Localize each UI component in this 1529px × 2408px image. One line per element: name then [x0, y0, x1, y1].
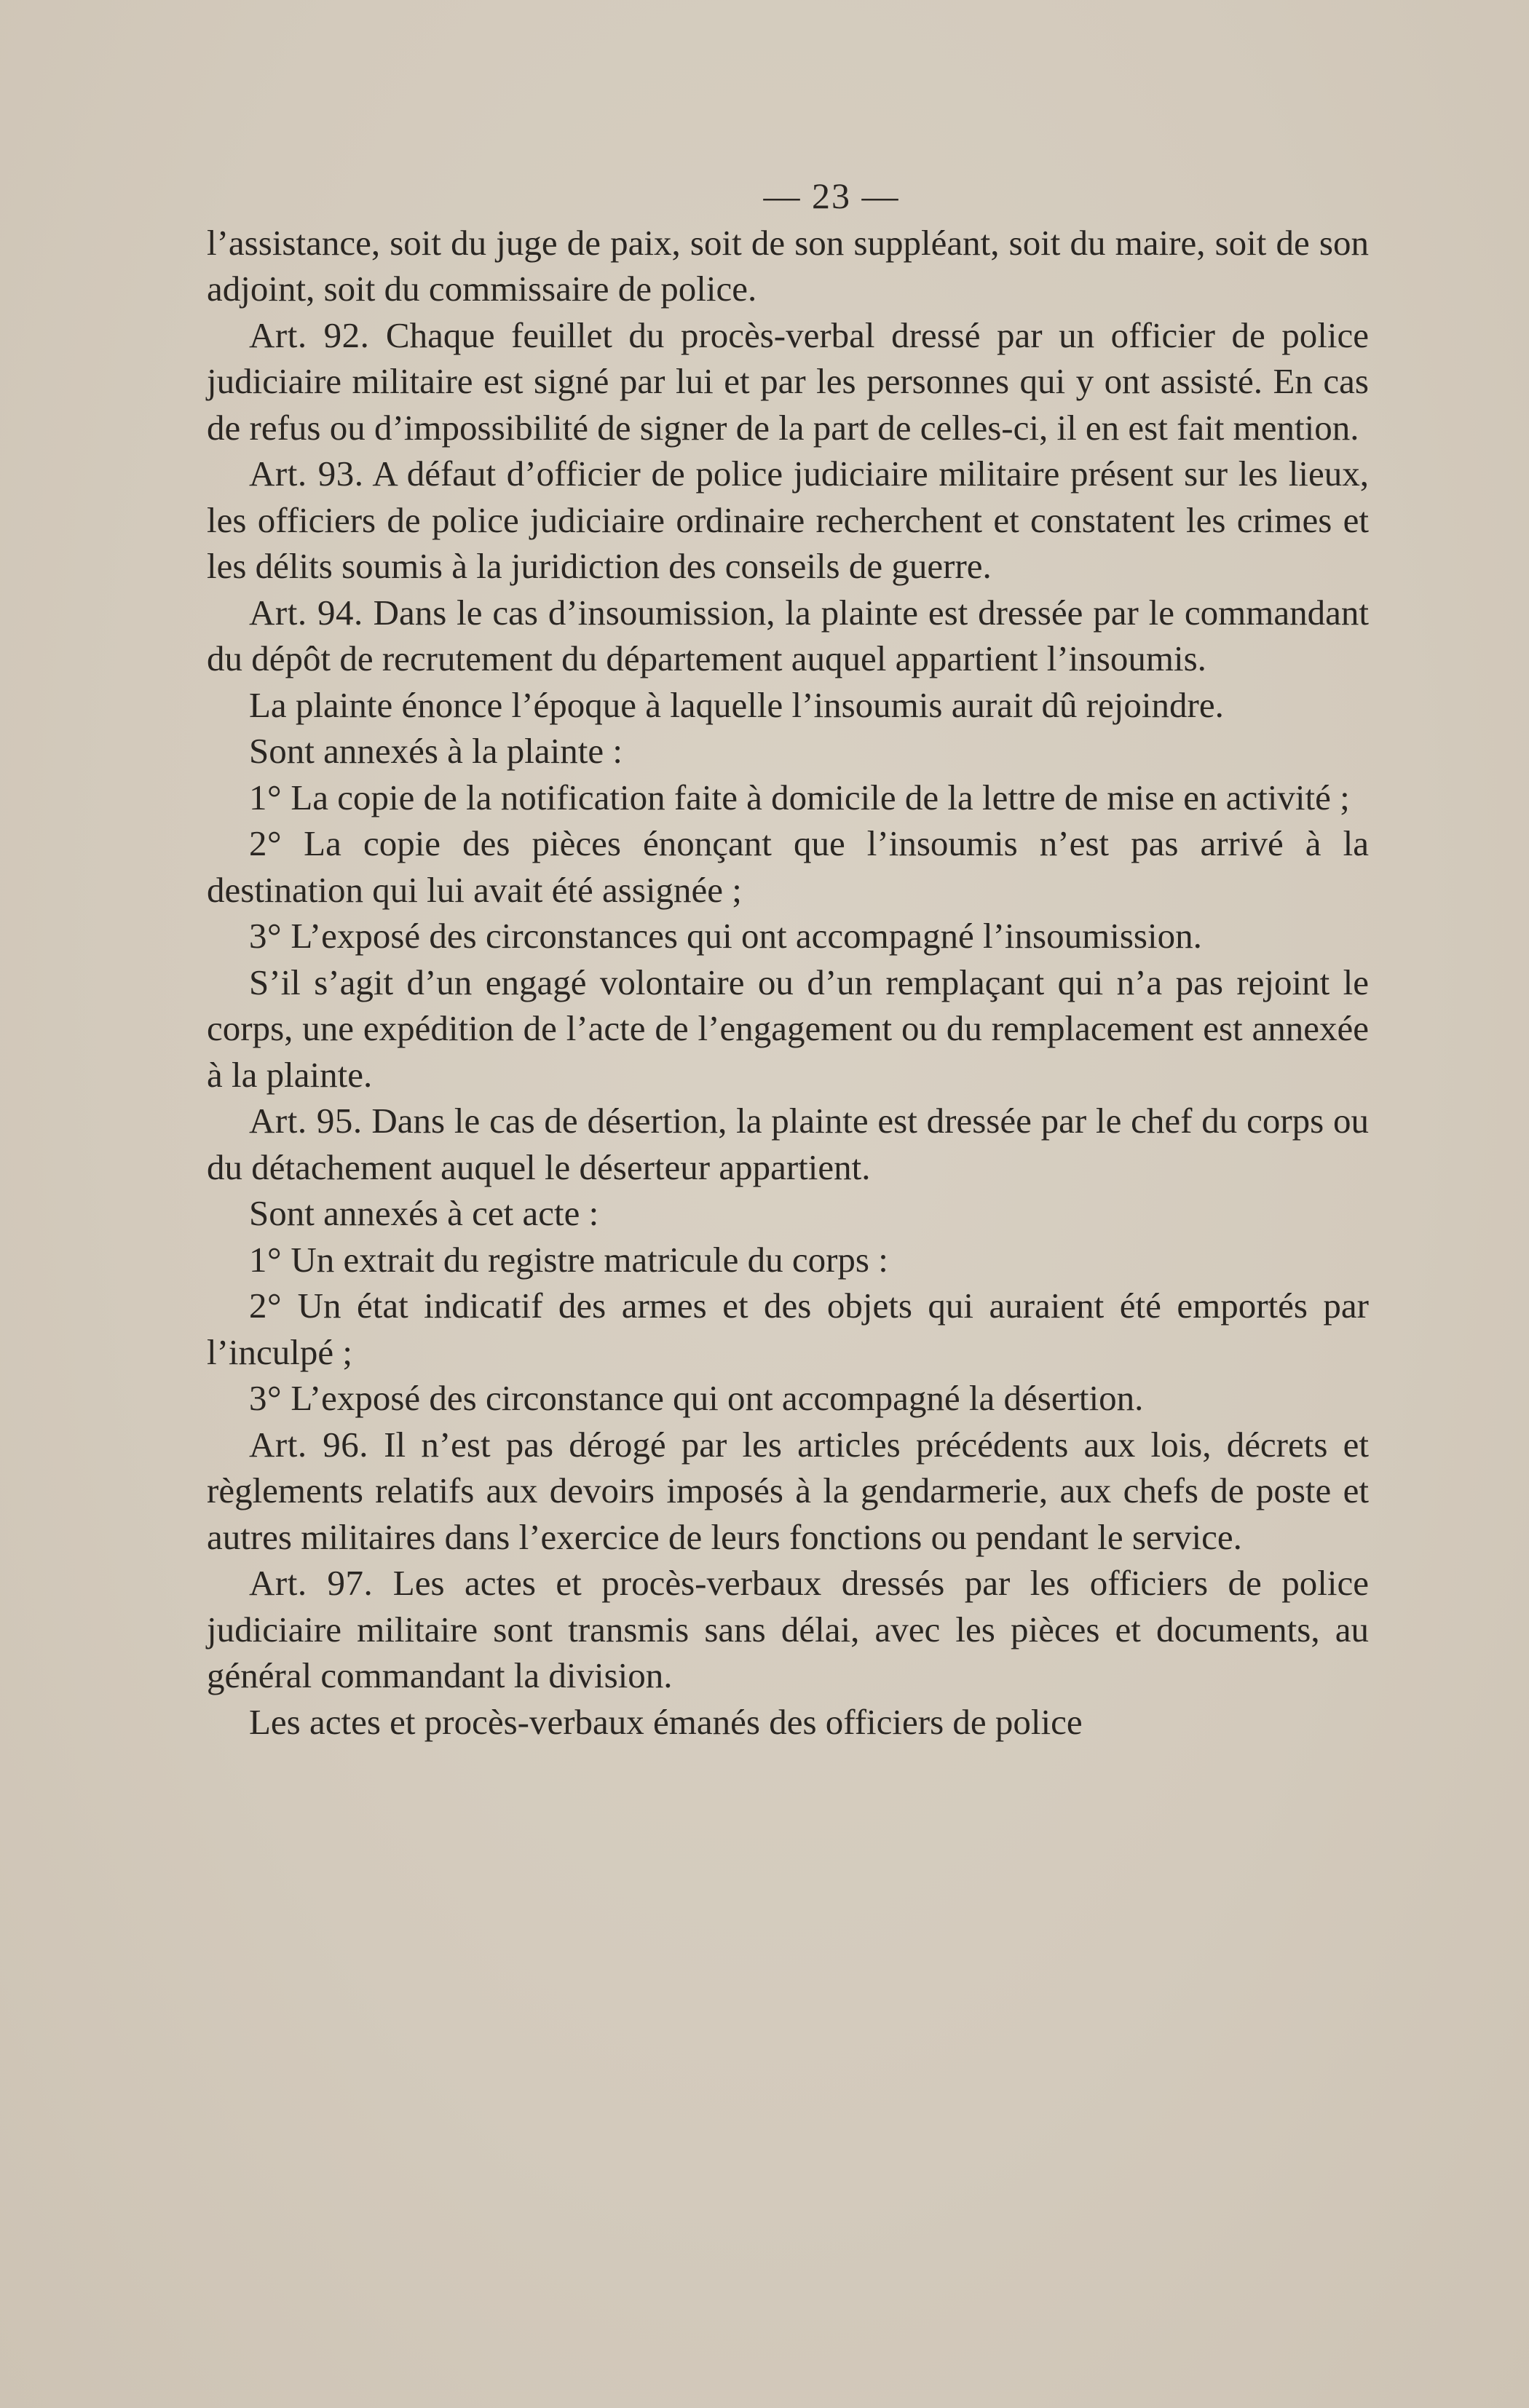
article-label: Art. 97.: [249, 1563, 374, 1603]
article-label: Art. 96.: [249, 1424, 369, 1465]
list-number: 2°: [249, 823, 283, 863]
list-item: 2° Un état indicatif des armes et des objets qui auraient été emportés par l’inculpé ;: [207, 1286, 1369, 1372]
page-text: [207, 173, 1369, 1745]
list-item: 3° L’exposé des circonstances qui ont accompagné l’insoumission.: [249, 916, 1202, 956]
article-label: Art. 93.: [249, 454, 364, 494]
list-item: 2° La copie des pièces énonçant que l’insoumis n’est pas arrivé à la destination qui lui avait été assignée ;: [207, 823, 1369, 910]
article-94: Art. 94. Dans le cas d’insoumission, la plainte est dressée par le commandant du dépôt de recrutement du département auquel appartient l’insoumis.: [207, 592, 1369, 678]
paragraph: Sont annexés à la plainte :: [249, 731, 623, 771]
paragraph: Les actes et procès-verbaux émanés des officiers de police: [249, 1701, 1083, 1742]
article-label: Art. 95.: [249, 1101, 363, 1141]
list-number: 1°: [249, 777, 283, 817]
article-92: Art. 92. Chaque feuillet du procès-verbal dressé par un officier de police judiciaire militaire est signé par lui et par les personnes qui y ont assisté. En cas de refus ou d’impossibilité de signer de la part de celles-ci, il en est fait mention.: [207, 314, 1369, 448]
list-item: 1° Un extrait du registre matricule du corps :: [249, 1239, 888, 1280]
page-number: — 23 —: [763, 175, 900, 216]
paragraph: Sont annexés à cet acte :: [249, 1193, 599, 1233]
paragraph: La plainte énonce l’époque à laquelle l’insoumis aurait dû rejoindre.: [249, 684, 1224, 725]
article-95: Art. 95. Dans le cas de désertion, la plainte est dressée par le chef du corps ou du détachement auquel le déserteur appartient.: [207, 1101, 1369, 1187]
paragraph: l’assistance, soit du juge de paix, soit de son suppléant, soit du maire, soit de son adjoint, soit du commissaire de police.: [207, 222, 1369, 309]
paragraph: S’il s’agit d’un engagé volontaire ou d’un remplaçant qui n’a pas rejoint le corps, une expédition de l’acte de l’engagement ou du remplacement est annexée à la plainte.: [207, 962, 1369, 1095]
list-number: 1°: [249, 1239, 283, 1280]
list-number: 2°: [249, 1286, 283, 1326]
list-number: 3°: [249, 1378, 283, 1418]
article-label: Art. 92.: [249, 314, 370, 355]
list-number: 3°: [249, 916, 283, 956]
article-97: Art. 97. Les actes et procès-verbaux dressés par les officiers de police judiciaire militaire sont transmis sans délai, avec les pièces et documents, au général commandant la division.: [207, 1563, 1369, 1695]
article-93: Art. 93. A défaut d’officier de police judiciaire militaire présent sur les lieux, les officiers de police judiciaire ordinaire recherchent et constatent les crimes et les délits soumis à la juridiction des conseils de guerre.: [207, 454, 1369, 586]
list-item: 3° L’exposé des circonstance qui ont accompagné la désertion.: [249, 1378, 1144, 1418]
article-label: Art. 94.: [249, 592, 363, 633]
article-96: Art. 96. Il n’est pas dérogé par les articles précédents aux lois, décrets et règlements relatifs aux devoirs imposés à la gendarmerie, aux chefs de poste et autres militaires dans l’exercice de leurs fonctions ou pendant le service.: [207, 1424, 1369, 1557]
list-item: 1° La copie de la notification faite à domicile de la lettre de mise en activité ;: [249, 777, 1350, 817]
